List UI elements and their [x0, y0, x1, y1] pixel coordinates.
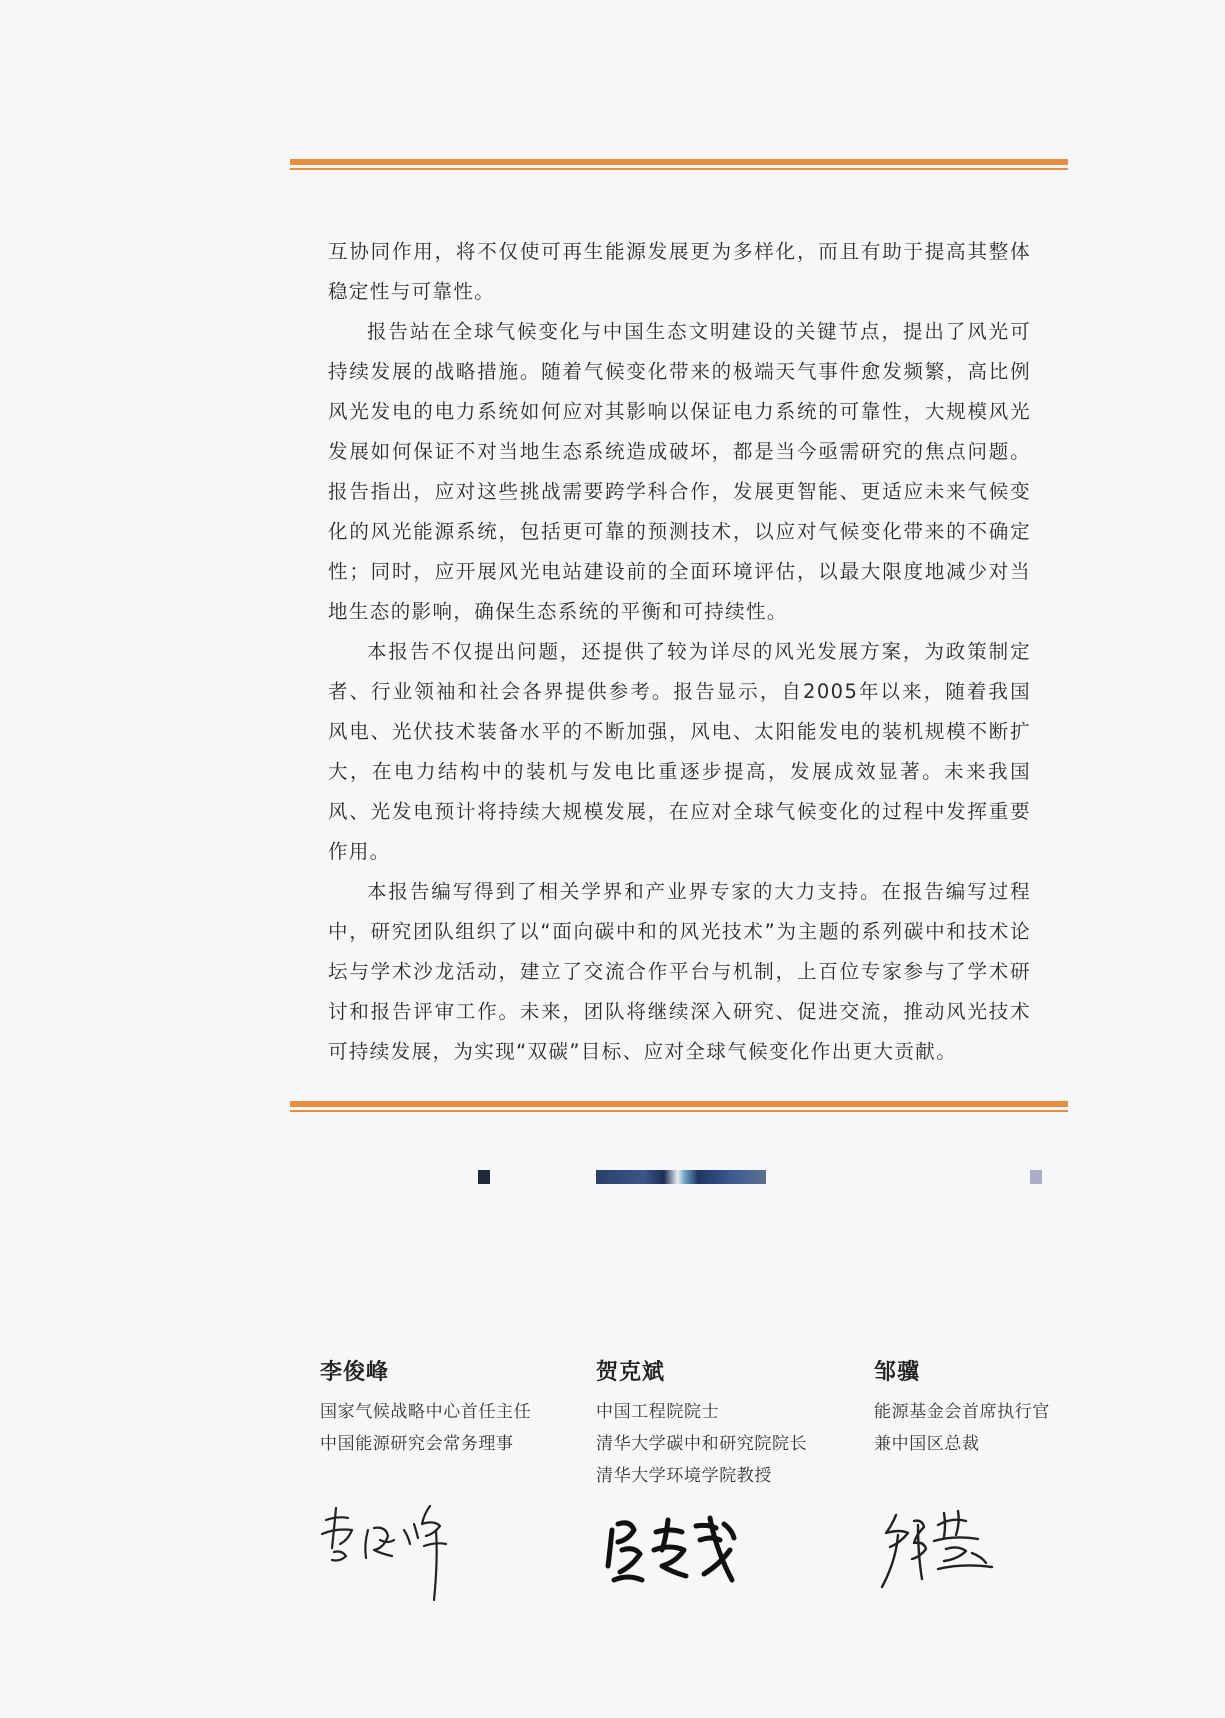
signature-zou-ji	[874, 1505, 1004, 1595]
author-name: 贺克斌	[596, 1360, 666, 1385]
paragraph-3: 本报告不仅提出问题，还提供了较为详尽的风光发展方案，为政策制定者、行业领袖和社会各界提供参考。报告显示，自2005年以来，随着我国风电、光伏技术装备水平的不断加强，风电、太阳能发电的装机规模不断扩大，在电力结构中的装机与发电比重逐步提高，发展成效显著。未来我国风、光发电预计将持续大规模发展，在应对全球气候变化的过程中发挥重要作用。	[328, 640, 1031, 863]
author-title: 中国能源研究会常务理事	[320, 1434, 514, 1454]
paragraph-2: 报告站在全球气候变化与中国生态文明建设的关键节点，提出了风光可持续发展的战略措施。随着气候变化带来的极端天气事件愈发频繁，高比例风光发电的电力系统如何应对其影响以保证电力系统的可靠性，大规模风光发展如何保证不对当地生态系统造成破坏，都是当今亟需研究的焦点问题。报告指出，应对这些挑战需要跨学科合作，发展更智能、更适应未来气候变化的风光能源系统，包括更可靠的预测技术，以应对气候变化带来的不确定性；同时，应开展风光电站建设前的全面环境评估，以最大限度地减少对当地生态的影响，确保生态系统的平衡和可持续性。	[328, 320, 1031, 623]
author-he-kebin	[596, 1355, 856, 1492]
paragraph-1: 互协同作用，将不仅使可再生能源发展更为多样化，而且有助于提高其整体稳定性与可靠性。	[328, 240, 1031, 303]
portrait-photo-zou-fragment	[1030, 1170, 1042, 1184]
top-divider	[290, 159, 1068, 170]
author-name: 李俊峰	[320, 1360, 390, 1385]
author-title: 兼中国区总裁	[874, 1434, 980, 1454]
author-title: 清华大学环境学院教授	[596, 1466, 772, 1486]
paragraph-4: 本报告编写得到了相关学界和产业界专家的大力支持。在报告编写过程中，研究团队组织了以“面向碳中和的风光技术”为主题的系列碳中和技术论坛与学术沙龙活动，建立了交流合作平台与机制，上百位专家参与了学术研讨和报告评审工作。未来，团队将继续深入研究、促进交流，推动风光技术可持续发展，为实现“双碳”目标、应对全球气候变化作出更大贡献。	[328, 880, 1031, 1063]
author-title: 国家气候战略中心首任主任	[320, 1402, 532, 1422]
signature-li-junfeng	[318, 1500, 468, 1610]
portrait-photo-li-fragment	[478, 1170, 490, 1184]
author-title: 能源基金会首席执行官	[874, 1402, 1050, 1422]
author-title: 清华大学碳中和研究院院长	[596, 1434, 808, 1454]
author-zou-ji	[874, 1355, 1134, 1460]
signature-he-kebin	[600, 1510, 760, 1595]
author-li-junfeng	[320, 1355, 580, 1460]
middle-divider	[290, 1101, 1068, 1112]
preface-body	[328, 232, 1031, 1072]
author-title: 中国工程院院士	[596, 1402, 720, 1422]
portrait-photo-he-fragment	[596, 1170, 766, 1184]
author-name: 邹骥	[874, 1360, 921, 1385]
